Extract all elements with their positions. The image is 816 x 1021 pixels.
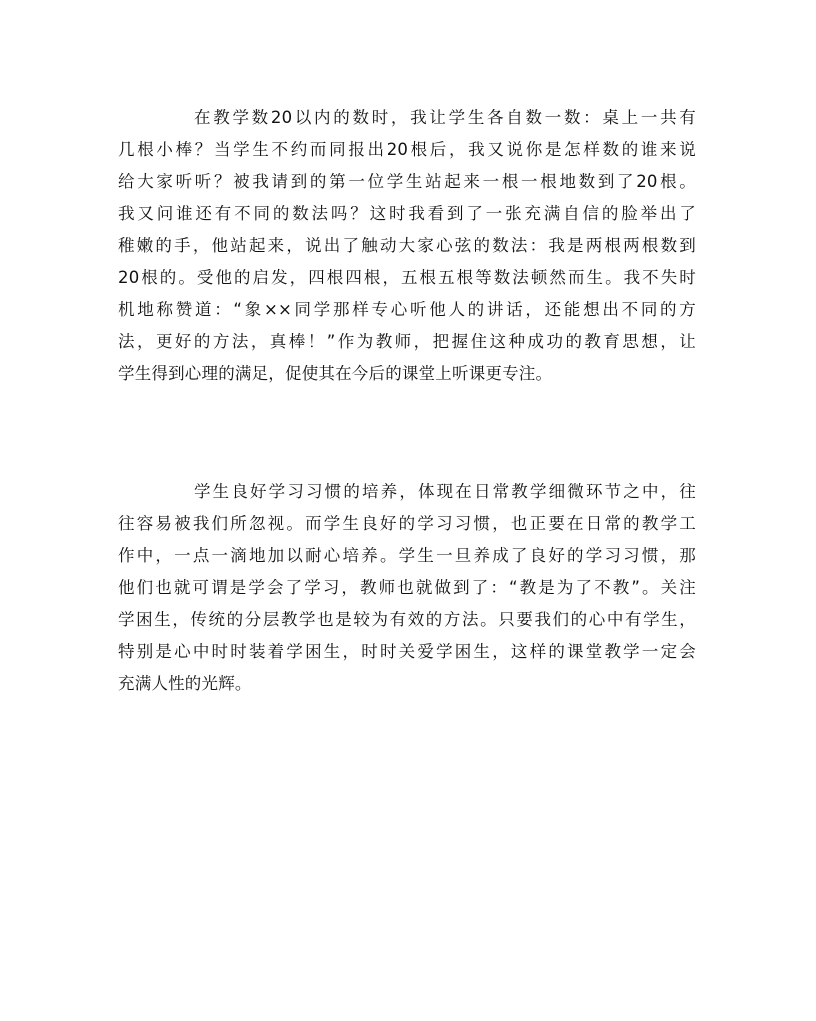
paragraph-line: 机地称赞道：“象××同学那样专心听他人的讲话，还能想出不同的方 — [118, 300, 696, 319]
paragraph-line: 20根的。受他的启发，四根四根，五根五根等数法顿然而生。我不失时 — [118, 268, 696, 287]
paragraph-line: 他们也就可谓是学会了学习，教师也就做到了：“教是为了不教”。关注 — [118, 578, 696, 597]
paragraph-line: 学生良好学习习惯的培养，体现在日常教学细微环节之中，往 — [194, 482, 696, 501]
paragraph-line: 往容易被我们所忽视。而学生良好的学习习惯，也正要在日常的教学工 — [118, 514, 696, 533]
paragraph-line: 在教学数20以内的数时，我让学生各自数一数：桌上一共有 — [194, 108, 696, 127]
paragraph-line: 法，更好的方法，真棒！”作为教师，把握住这种成功的教育思想，让 — [118, 332, 696, 351]
paragraph-line: 作中，一点一滴地加以耐心培养。学生一旦养成了良好的学习习惯，那 — [118, 546, 696, 565]
paragraph-line: 给大家听听？被我请到的第一位学生站起来一根一根地数到了20根。 — [118, 172, 696, 191]
paragraph-2 — [118, 476, 696, 700]
paragraph-line: 稚嫩的手，他站起来，说出了触动大家心弦的数法：我是两根两根数到 — [118, 236, 696, 255]
paragraph-line: 我又问谁还有不同的数法吗？这时我看到了一张充满自信的脸举出了 — [118, 204, 696, 223]
paragraph-line: 充满人性的光辉。 — [118, 674, 252, 693]
paragraph-line: 学生得到心理的满足，促使其在今后的课堂上听课更专注。 — [118, 364, 553, 383]
paragraph-1 — [118, 102, 696, 390]
paragraph-line: 几根小棒？当学生不约而同报出20根后，我又说你是怎样数的谁来说 — [118, 140, 696, 159]
paragraph-line: 学困生，传统的分层教学也是较为有效的方法。只要我们的心中有学生， — [118, 610, 696, 629]
paragraph-line: 特别是心中时时装着学困生，时时关爱学困生，这样的课堂教学一定会 — [118, 642, 696, 661]
